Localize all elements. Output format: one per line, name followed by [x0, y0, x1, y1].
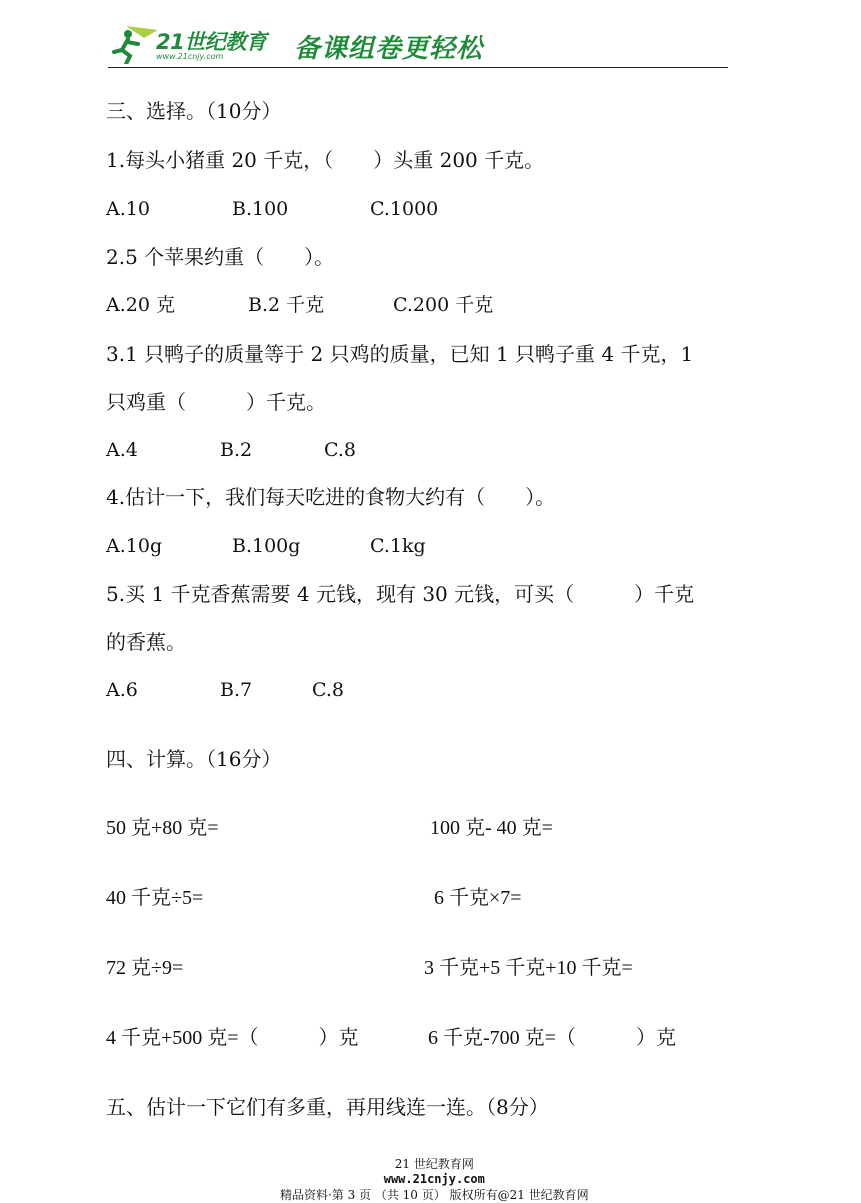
q5-option-c: C.8: [312, 679, 344, 701]
calc-item: 100 克- 40 克=: [430, 817, 553, 839]
calc-item: 72 克÷9=: [106, 957, 184, 979]
header-divider: [108, 67, 728, 68]
q2-option-a: A.20 克: [106, 294, 175, 316]
q5-option-a: A.6: [106, 679, 138, 701]
q1-option-b: B.100: [232, 198, 289, 220]
question-3-line2: 只鸡重（ ）千克。: [106, 390, 326, 414]
section-title-estimate: 五、估计一下它们有多重，再用线连一连。（8分）: [106, 1095, 549, 1119]
question-3-line1: 3.1 只鸭子的质量等于 2 只鸡的质量，已知 1 只鸭子重 4 千克，1: [106, 342, 694, 366]
section-title-calculation: 四、计算。（16分）: [106, 747, 282, 771]
page-header: [108, 22, 728, 70]
calc-item: 6 千克-700 克=（ ）克: [428, 1027, 676, 1049]
q3-option-b: B.2: [220, 439, 253, 461]
q3-option-a: A.4: [106, 439, 138, 461]
calc-item: 3 千克+5 千克+10 千克=: [424, 957, 633, 979]
question-5-line1: 5.买 1 千克香蕉需要 4 元钱，现有 30 元钱，可买（ ）千克: [106, 582, 695, 606]
q2-option-b: B.2 千克: [248, 294, 325, 316]
footer-url: www.21cnjy.com: [383, 1172, 485, 1186]
header-slogan: 备课组卷更轻松: [294, 34, 484, 64]
brand-name: 21世纪教育: [156, 30, 267, 54]
q5-option-b: B.7: [220, 679, 253, 701]
q3-option-c: C.8: [324, 439, 356, 461]
calc-item: 4 千克+500 克=（ ）克: [106, 1027, 359, 1049]
q2-option-c: C.200 千克: [393, 294, 494, 316]
q4-option-c: C.1kg: [370, 535, 426, 557]
question-4: 4.估计一下，我们每天吃进的食物大约有（ ）。: [106, 485, 556, 509]
q1-option-c: C.1000: [370, 198, 439, 220]
section-title-choice: 三、选择。（10分）: [106, 99, 282, 123]
footer-page-info: 精品资料·第 3 页 （共 10 页） 版权所有@21 世纪教育网: [279, 1188, 589, 1202]
brand-url: www.21cnjy.com: [156, 52, 224, 61]
question-5-line2: 的香蕉。: [106, 630, 186, 654]
q1-option-a: A.10: [106, 198, 150, 220]
q4-option-b: B.100g: [232, 535, 301, 557]
footer-site: 21 世纪教育网: [394, 1157, 474, 1171]
q4-option-a: A.10g: [106, 535, 163, 557]
page-footer: [0, 1141, 861, 1203]
calc-item: 50 克+80 克=: [106, 817, 219, 839]
question-1: 1.每头小猪重 20 千克，（ ）头重 200 千克。: [106, 148, 545, 172]
question-2: 2.5 个苹果约重（ ）。: [106, 245, 335, 269]
calc-item: 6 千克×7=: [434, 887, 522, 909]
calc-item: 40 千克÷5=: [106, 887, 204, 909]
